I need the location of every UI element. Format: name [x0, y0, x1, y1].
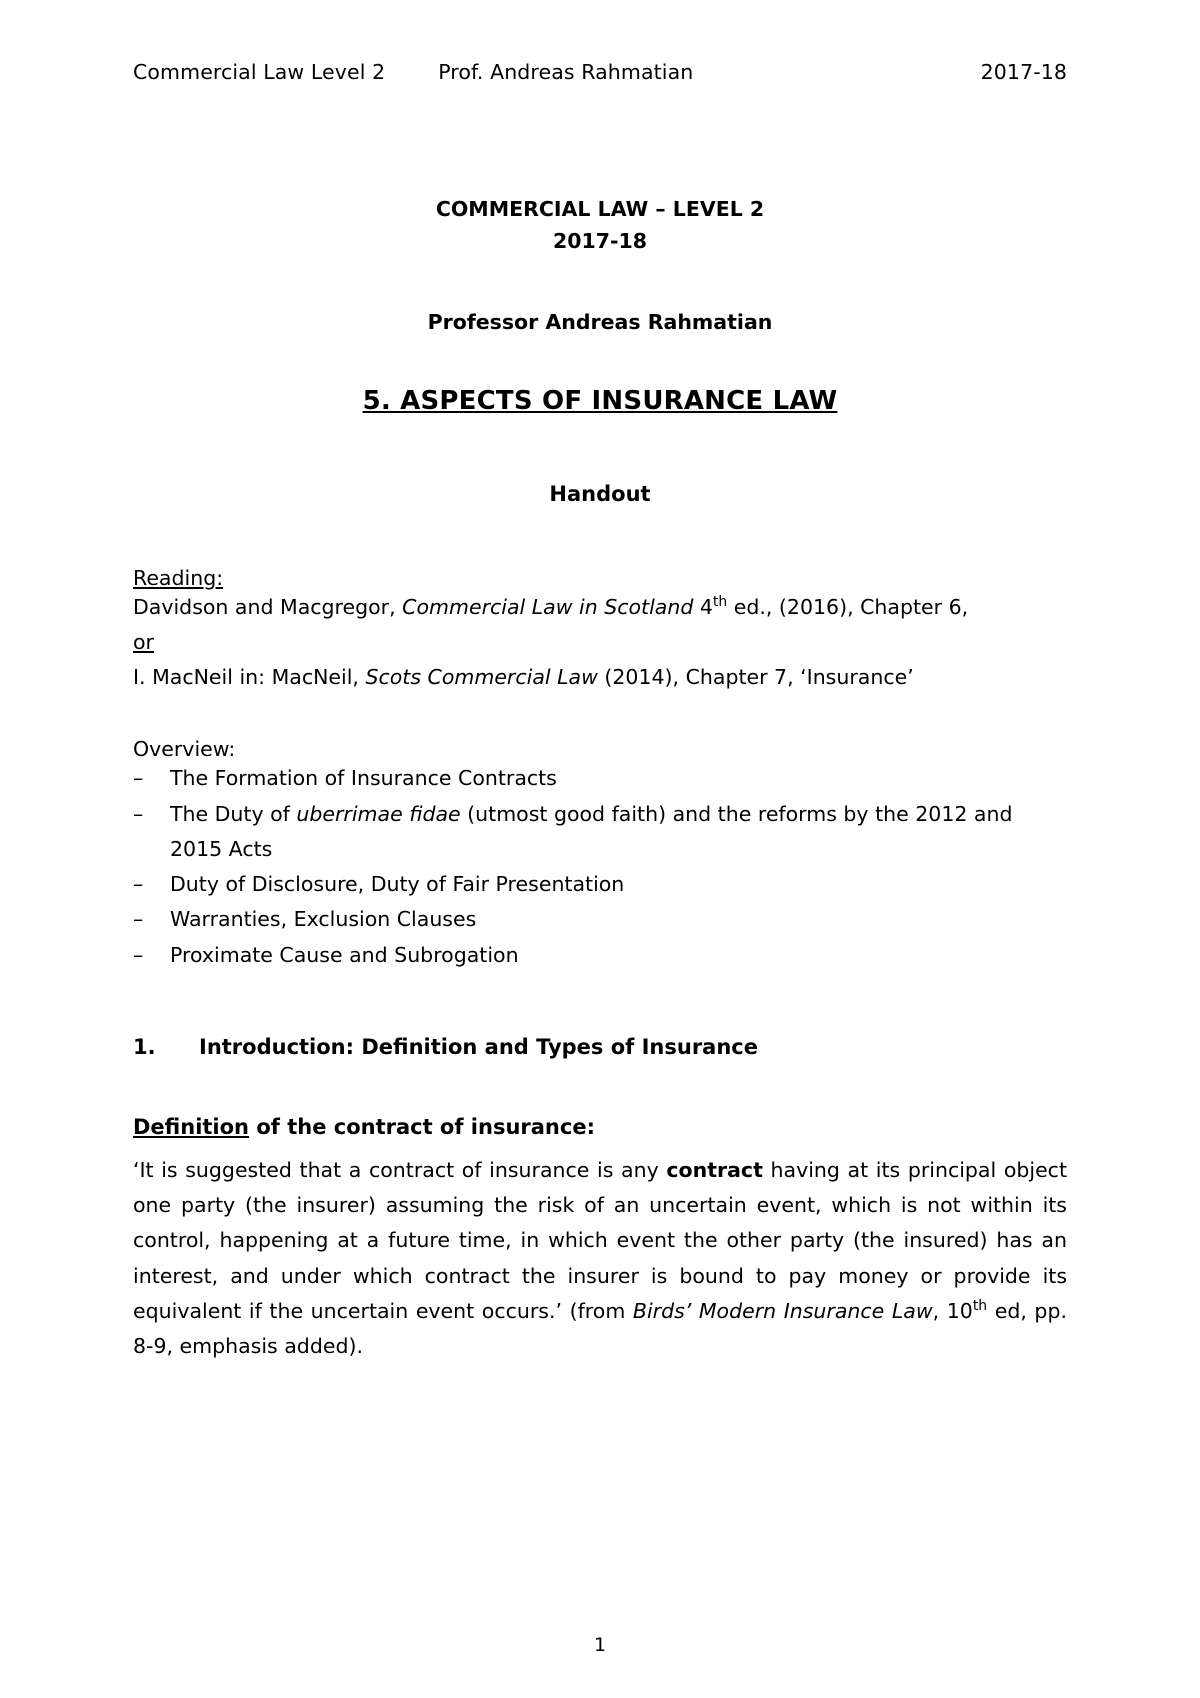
page-number: 1: [593, 1634, 607, 1656]
handout-label: Handout: [549, 481, 651, 506]
reading-ref2-pre: I. MacNeil in: MacNeil,: [133, 665, 366, 690]
quote-source-title: Birds’ Modern Insurance Law: [632, 1298, 933, 1323]
bullet-dash-icon: –: [133, 801, 144, 826]
header-course-info: Commercial Law Level 2 Prof. Andreas Rahmatian: [133, 60, 694, 84]
bullet-dash-icon: –: [133, 942, 144, 967]
quote-part-2: having at its principal object one party (the insurer) assuming the risk of an uncertain event, which is not within its control, happening at a future time, in which event the other party (the insured) has an interest, and under which contract the insurer is bound to pay money or provide its equivalent if the uncertain event occurs.’ (from: [133, 1157, 1067, 1323]
quote-part-4: ed, pp. 8-9, emphasis added).: [133, 1298, 1067, 1359]
list-item: [133, 902, 1067, 937]
quote-emphasis: contract: [666, 1157, 763, 1182]
quote-ordinal: th: [972, 1297, 988, 1314]
bullet-dash-icon: –: [133, 766, 144, 791]
definition-heading: [133, 1115, 1067, 1139]
overview-item-pre: Duty of Disclosure, Duty of Fair Presentation: [170, 872, 625, 897]
reading-ref2-post: (2014), Chapter 7, ‘Insurance’: [597, 665, 914, 690]
definition-heading-rest: of the contract of insurance:: [249, 1114, 595, 1139]
author-name: Professor Andreas Rahmatian: [427, 309, 773, 334]
section-heading-text: Introduction: Definition and Types of Insurance: [199, 1034, 758, 1059]
bullet-dash-icon: –: [133, 872, 144, 897]
reading-ref2-title: Scots Commercial Law: [365, 665, 598, 690]
reading-ref1-ordinal: th: [712, 593, 728, 610]
quote-part-1: ‘It is suggested that a contract of insurance is any: [133, 1157, 667, 1182]
page-header: [133, 60, 1067, 84]
list-item: [133, 938, 1067, 973]
reading-reference-2: [133, 660, 1067, 695]
overview-list: [133, 761, 1067, 973]
list-item: [133, 797, 1067, 868]
bullet-dash-icon: –: [133, 907, 144, 932]
reading-ref1-pre: Davidson and Macgregor,: [133, 594, 403, 619]
reading-label: Reading:: [133, 565, 224, 590]
list-item: [133, 761, 1067, 796]
title-block: [133, 194, 1067, 258]
reading-ref1-title: Commercial Law in Scotland: [402, 594, 694, 619]
header-year: 2017-18: [980, 60, 1067, 84]
list-item: [133, 867, 1067, 902]
overview-item-pre: Proximate Cause and Subrogation: [170, 942, 519, 967]
overview-item-pre: Warranties, Exclusion Clauses: [170, 907, 477, 932]
reading-or: or: [133, 629, 154, 654]
definition-quote: [133, 1153, 1067, 1365]
reading-ref1-post: ed., (2016), Chapter 6,: [727, 594, 969, 619]
title-line-1: COMMERCIAL LAW – LEVEL 2: [435, 197, 765, 221]
section-heading-1: [133, 1035, 1067, 1059]
title-line-2: 2017-18: [552, 228, 648, 253]
overview-label: Overview:: [133, 737, 236, 762]
overview-item-pre: The Formation of Insurance Contracts: [170, 766, 557, 791]
overview-item-italic: uberrimae fidae: [296, 801, 461, 826]
reading-reference-1: [133, 590, 1067, 625]
reading-ref1-mid: 4: [693, 594, 713, 619]
section-number: 1.: [133, 1034, 156, 1059]
page-title: 5. ASPECTS OF INSURANCE LAW: [362, 385, 838, 416]
overview-item-post: (utmost good faith) and the reforms by the 2012 and 2015 Acts: [170, 801, 1013, 861]
definition-keyword: Definition: [133, 1114, 250, 1139]
overview-item-pre: The Duty of: [170, 801, 297, 826]
quote-part-3: , 10: [932, 1298, 973, 1323]
